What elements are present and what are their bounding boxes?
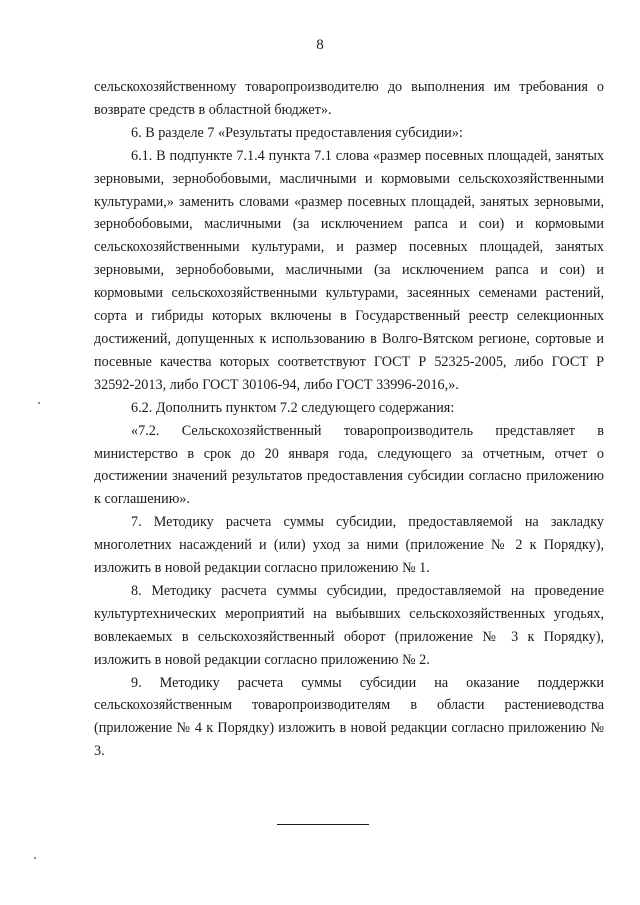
paragraph-item-8: 8. Методику расчета суммы субсидии, предоставляемой на проведение культуртехнических мероприятий на выбывших сельскохозяйственных угодьях, вовлекаемых в сельскохозяйственный оборот (приложение № 3 к Порядку), изложить в новой редакции согласно приложению № 2. bbox=[94, 582, 604, 668]
paragraph-section-7-heading: 6. В разделе 7 «Результаты предоставления субсидии»: bbox=[131, 124, 463, 141]
paragraph-item-9: 9. Методику расчета суммы субсидии на оказание поддержки сельскохозяйственным товаропроизводителям в области растениеводства (приложение № 4 к Порядку) изложить в новой редакции согласно приложению № 3. bbox=[94, 674, 604, 760]
paragraph-continuation: сельскохозяйственному товаропроизводителю до выполнения им требования о возврате средств в областной бюджет». bbox=[94, 79, 604, 118]
paragraph-6-2: 6.2. Дополнить пунктом 7.2 следующего содержания: bbox=[131, 399, 455, 416]
paragraph-7-2-quote: «7.2. Сельскохозяйственный товаропроизводитель представляет в министерство в срок до 20 января года, следующего за отчетным, отчет о достижении значений результатов предоставления субсидии согласно приложению к соглашению». bbox=[94, 422, 604, 508]
paragraph-item-7: 7. Методику расчета суммы субсидии, предоставляемой на закладку многолетних насаждений и (или) уход за ними (приложение № 2 к Порядку), изложить в новой редакции согласно приложению № 1. bbox=[94, 514, 604, 577]
page-number: 8 bbox=[316, 37, 324, 53]
scan-speck bbox=[38, 402, 40, 404]
document-body bbox=[94, 76, 604, 763]
scan-speck bbox=[34, 857, 36, 859]
end-divider-line bbox=[277, 824, 369, 825]
paragraph-6-1: 6.1. В подпункте 7.1.4 пункта 7.1 слова «размер посевных площадей, занятых зерновыми, зернобобовыми, масличными и кормовыми сельскохозяйственными культурами,» заменить словами «размер посевных площадей, занятых зерновыми, зернобобовыми, масличными (за исключением рапса и сои) и кормовыми сельскохозяйственными культурами, и размер посевных площадей, занятых зерновыми, зернобобовыми, масличными (за исключением рапса и сои) и кормовыми сельскохозяйственными культурами, засеянных семенами растений, сорта и гибриды которых включены в Государственный реестр селекционных достижений, допущенных к использованию в Волго-Вятском регионе, сортовые и посевные качества которых соответствуют ГОСТ Р 52325-2005, либо ГОСТ Р 32592-2013, либо ГОСТ 30106-94, либо ГОСТ 33996-2016,». bbox=[94, 147, 604, 393]
